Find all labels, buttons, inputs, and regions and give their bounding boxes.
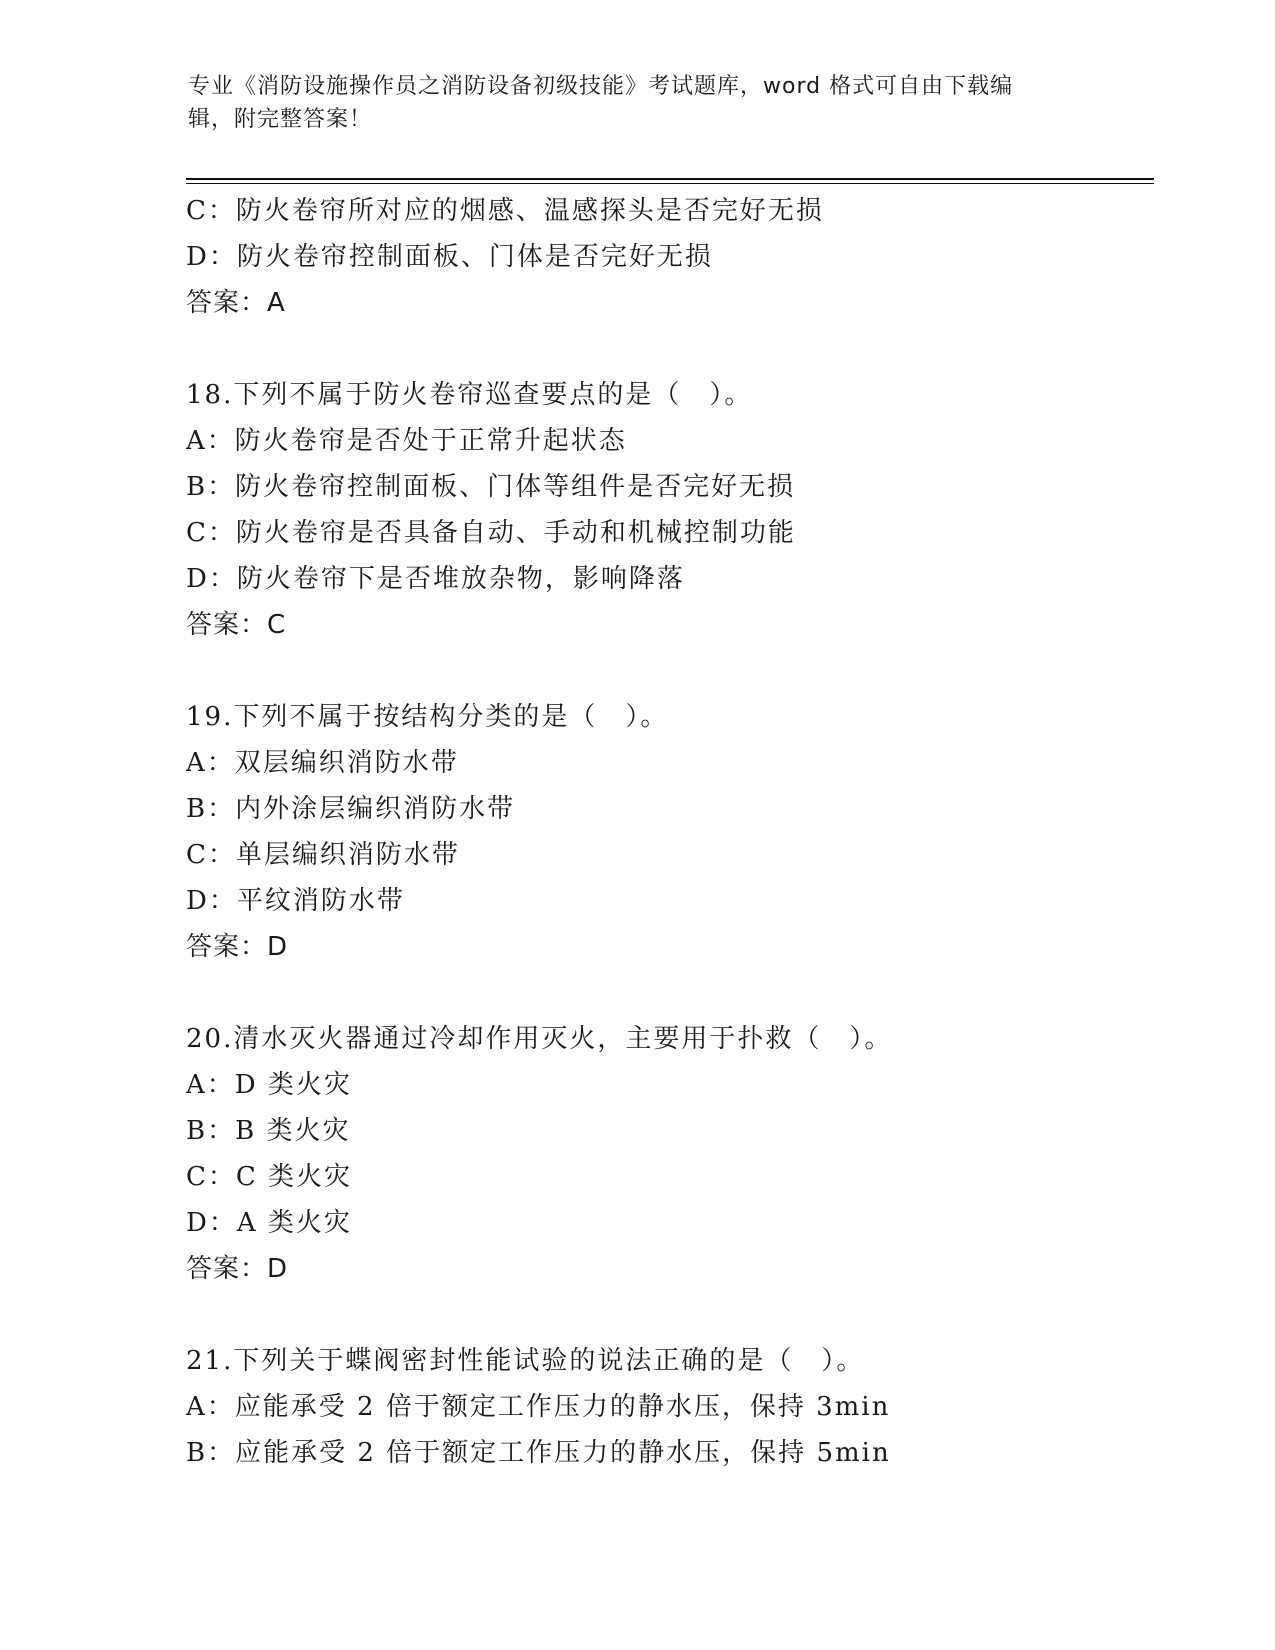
option-a: A：防火卷帘是否处于正常升起状态 bbox=[186, 426, 627, 456]
question-stem: 19.下列不属于按结构分类的是（ ）。 bbox=[186, 702, 669, 732]
option-a: A：D 类火灾 bbox=[186, 1070, 352, 1100]
option-b: B：内外涂层编织消防水带 bbox=[186, 794, 516, 824]
option-d: D：A 类火灾 bbox=[186, 1208, 352, 1238]
question-stem: 20.清水灭火器通过冷却作用灭火，主要用于扑救（ ）。 bbox=[186, 1024, 893, 1054]
header-divider bbox=[186, 178, 1154, 180]
question-block-18 bbox=[186, 372, 1146, 648]
question-block-prev bbox=[186, 188, 1146, 326]
header-divider-thin bbox=[186, 183, 1154, 184]
question-block-21 bbox=[186, 1338, 1146, 1476]
option-d: D：平纹消防水带 bbox=[186, 886, 405, 916]
question-block-20 bbox=[186, 1016, 1146, 1292]
answer-line: 答案：A bbox=[186, 288, 286, 318]
option-b: B：B 类火灾 bbox=[186, 1116, 351, 1146]
option-a: A：应能承受 2 倍于额定工作压力的静水压，保持 3min bbox=[186, 1392, 891, 1422]
question-content bbox=[186, 188, 1146, 1476]
page-header bbox=[188, 70, 1068, 136]
header-line-2: 辑，附完整答案！ bbox=[188, 107, 373, 132]
option-c: C：C 类火灾 bbox=[186, 1162, 353, 1192]
question-block-19 bbox=[186, 694, 1146, 970]
option-b: B：应能承受 2 倍于额定工作压力的静水压，保持 5min bbox=[186, 1438, 891, 1468]
header-line-1: 专业《消防设施操作员之消防设备初级技能》考试题库，word 格式可自由下载编 bbox=[188, 74, 1014, 99]
option-c: C：单层编织消防水带 bbox=[186, 840, 460, 870]
question-stem: 18.下列不属于防火卷帘巡查要点的是（ ）。 bbox=[186, 380, 753, 410]
option-b: B：防火卷帘控制面板、门体等组件是否完好无损 bbox=[186, 472, 796, 502]
question-stem: 21.下列关于蝶阀密封性能试验的说法正确的是（ ）。 bbox=[186, 1346, 865, 1376]
answer-line: 答案：D bbox=[186, 1254, 289, 1284]
option-c: C：防火卷帘所对应的烟感、温感探头是否完好无损 bbox=[186, 196, 824, 226]
option-a: A：双层编织消防水带 bbox=[186, 748, 459, 778]
option-c: C：防火卷帘是否具备自动、手动和机械控制功能 bbox=[186, 518, 796, 548]
answer-line: 答案：C bbox=[186, 610, 287, 640]
option-d: D：防火卷帘下是否堆放杂物，影响降落 bbox=[186, 564, 685, 594]
answer-line: 答案：D bbox=[186, 932, 289, 962]
option-d: D：防火卷帘控制面板、门体是否完好无损 bbox=[186, 242, 713, 272]
